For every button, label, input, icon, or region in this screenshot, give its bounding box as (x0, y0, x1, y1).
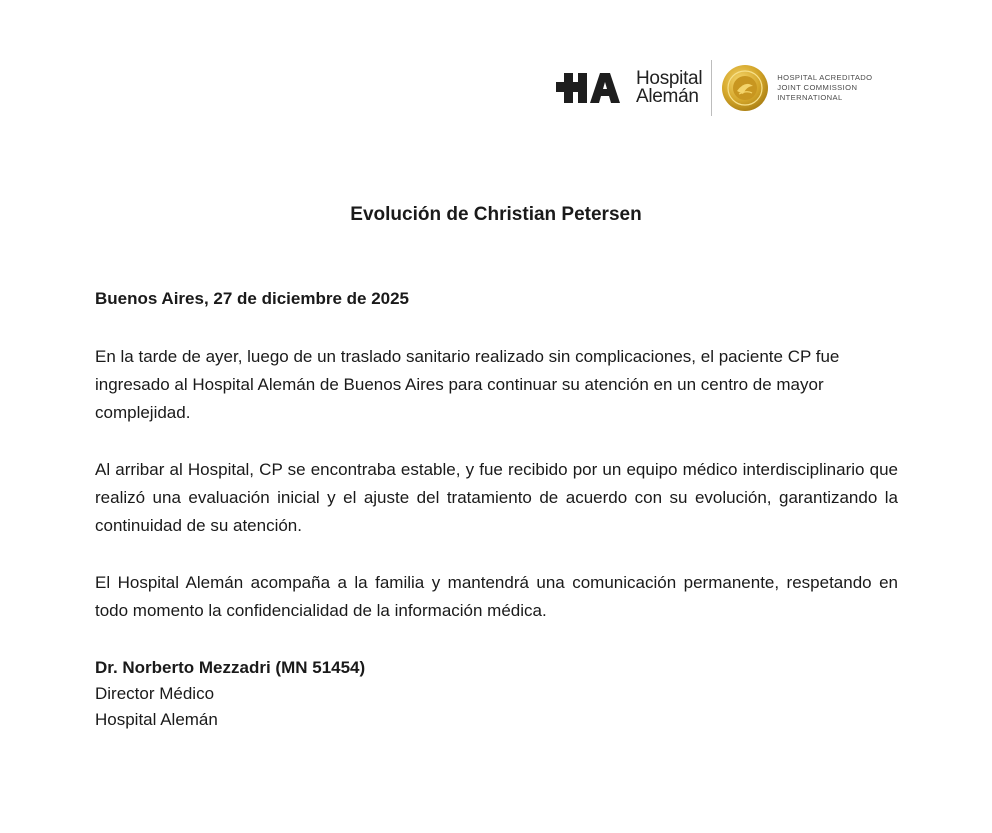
accreditation-line-2: JOINT COMMISSION (777, 83, 858, 92)
signature-block (95, 655, 365, 733)
hospital-aleman-logo (556, 68, 702, 108)
joint-commission-seal-icon (721, 64, 769, 112)
logo-divider (711, 60, 712, 116)
hospital-name-text (636, 70, 702, 106)
logo-name-line1: Hospital (636, 68, 703, 89)
ha-logo-icon (556, 69, 632, 107)
paragraph-3: El Hospital Alemán acompaña a la familia y mantendrá una comunicación permanente, respetando en todo momento la confidencialidad de la información médica. (95, 573, 898, 620)
document-title: Evolución de Christian Petersen (350, 204, 642, 225)
signature-name: Dr. Norberto Mezzadri (MN 51454) (95, 658, 366, 677)
signature-organization: Hospital Alemán (95, 710, 218, 729)
signature-role: Director Médico (95, 684, 215, 703)
paragraph-2: Al arribar al Hospital, CP se encontraba estable, y fue recibido por un equipo médico interdisciplinario que realizó una evaluación inicial y el ajuste del tratamiento de acuerdo con su evolución, garantizando la continuidad de su atención. (95, 460, 898, 535)
paragraph-1: En la tarde de ayer, luego de un traslado sanitario realizado sin complicaciones, el paciente CP fue ingresado al Hospital Alemán de Buenos Aires para continuar su atención en un centro de mayor complejidad. (95, 347, 840, 422)
accreditation-line-1: HOSPITAL ACREDITADO (777, 73, 873, 82)
accreditation-line-3: INTERNATIONAL (777, 93, 843, 102)
date-line: Buenos Aires, 27 de diciembre de 2025 (95, 289, 410, 308)
accreditation-text (777, 73, 872, 103)
logo-name-line2: Alemán (636, 86, 699, 107)
hospital-header (556, 58, 872, 118)
